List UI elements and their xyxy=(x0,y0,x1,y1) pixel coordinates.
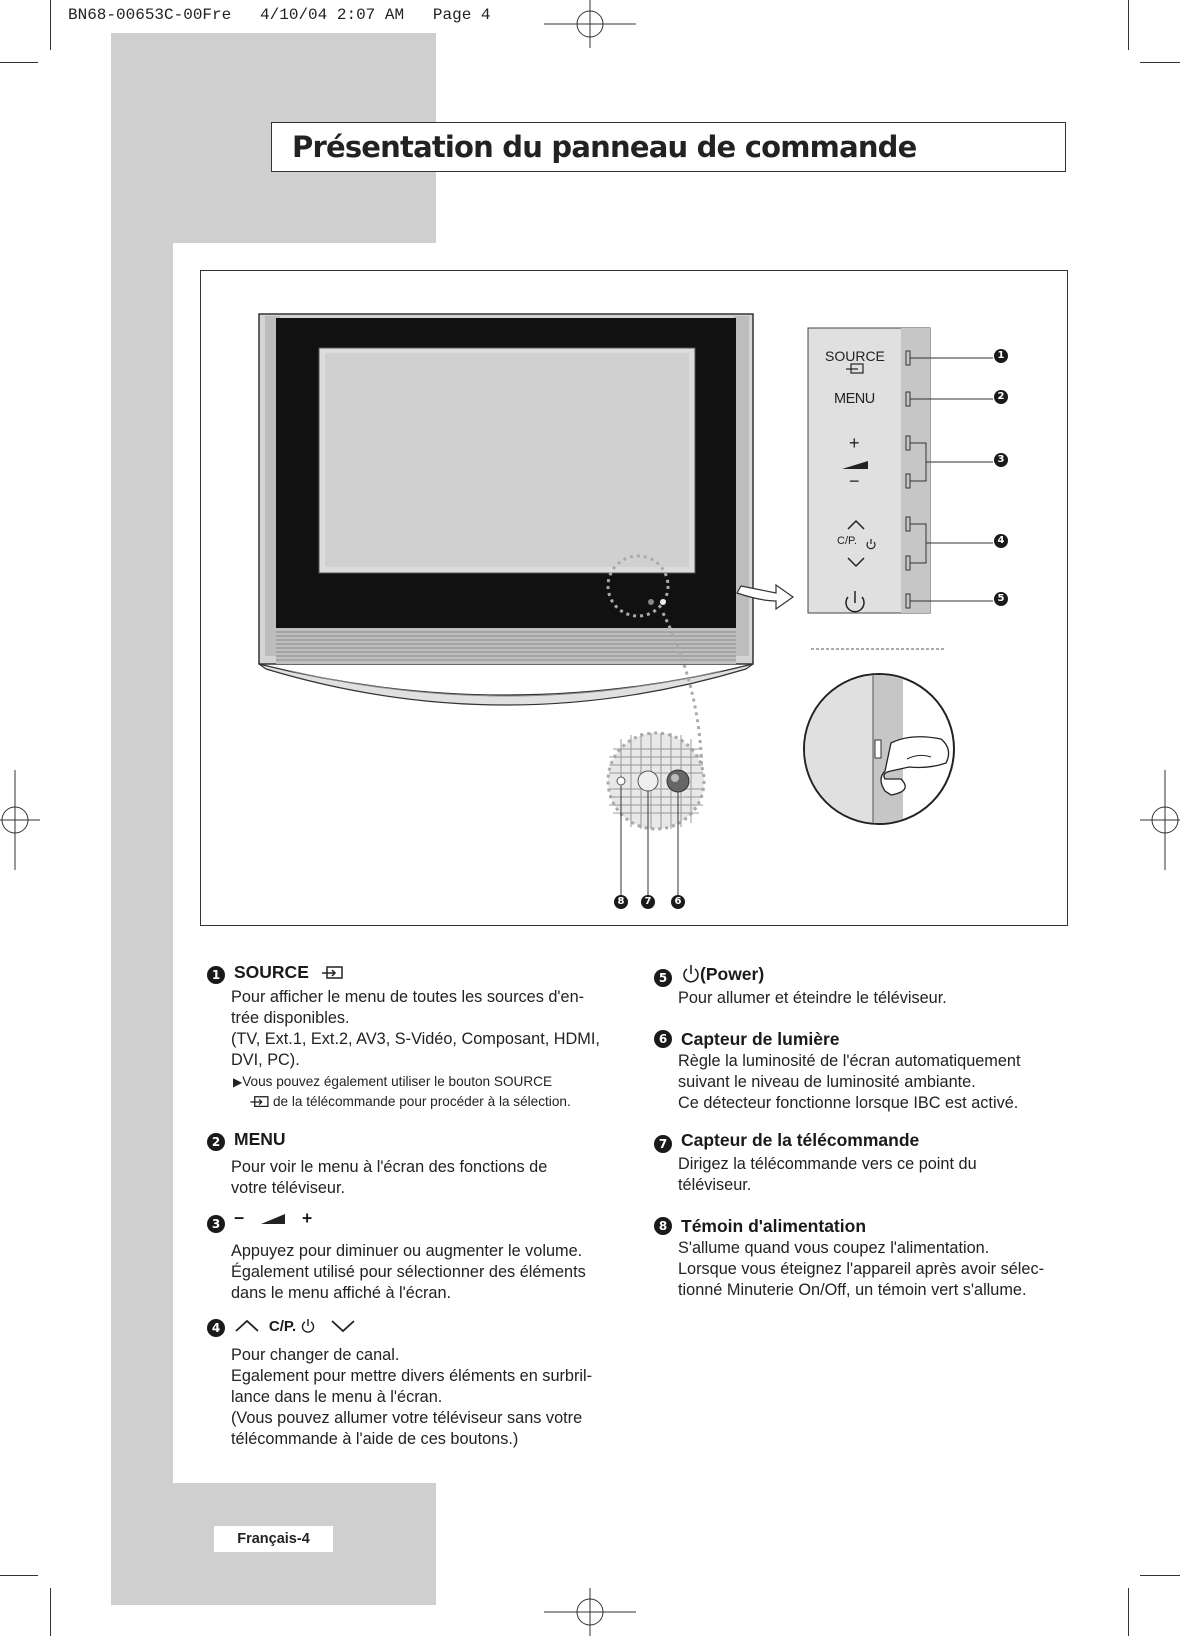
crop-mark xyxy=(1140,1575,1180,1576)
chevron-up-icon xyxy=(234,1319,260,1333)
panel-label-plus: + xyxy=(849,433,860,453)
item-title: − + xyxy=(234,1208,313,1228)
item-line: télécommande à l'aide de ces boutons.) xyxy=(231,1430,519,1448)
callout-3: 3 xyxy=(994,453,1008,467)
callout-1: 1 xyxy=(994,349,1008,363)
callout-6: 6 xyxy=(671,895,685,909)
item-line: votre téléviseur. xyxy=(231,1179,346,1197)
item-line: Pour afficher le menu de toutes les sources d'en- xyxy=(231,988,585,1006)
crop-mark xyxy=(1140,62,1180,63)
tv-illustration xyxy=(201,271,1067,925)
control-panel-diagram xyxy=(200,270,1068,926)
item-number: 4 xyxy=(207,1319,225,1337)
registration-mark-top xyxy=(544,0,636,48)
item-line: S'allume quand vous coupez l'alimentation. xyxy=(678,1239,990,1257)
item-number: 8 xyxy=(654,1217,672,1235)
crop-mark xyxy=(50,0,51,50)
print-page: Page 4 xyxy=(432,6,491,24)
item-title: Capteur de lumière xyxy=(681,1029,840,1049)
item-line: (TV, Ext.1, Ext.2, AV3, S-Vidéo, Composant, HDMI, xyxy=(231,1030,600,1048)
item-note: de la télécommande pour procéder à la sélection. xyxy=(250,1092,571,1112)
panel-label-menu: MENU xyxy=(834,391,875,407)
panel-label-source: SOURCE xyxy=(825,348,885,364)
print-job-id: BN68-00653C-00Fre xyxy=(68,6,232,24)
item-line: trée disponibles. xyxy=(231,1009,350,1027)
item-line: DVI, PC). xyxy=(231,1051,300,1069)
registration-mark-bottom xyxy=(544,1588,636,1636)
item-line: Pour changer de canal. xyxy=(231,1346,400,1364)
callout-2: 2 xyxy=(994,390,1008,404)
item-line: Règle la luminosité de l'écran automatiquement xyxy=(678,1052,1021,1070)
item-title: SOURCE xyxy=(234,962,344,983)
registration-mark-right xyxy=(1140,770,1180,870)
source-input-icon xyxy=(322,965,344,981)
power-icon xyxy=(301,1318,315,1334)
item-number: 1 xyxy=(207,966,225,984)
item-title: Témoin d'alimentation xyxy=(681,1216,867,1236)
chevron-down-icon xyxy=(330,1319,356,1333)
item-line: dans le menu affiché à l'écran. xyxy=(231,1284,452,1302)
volume-wedge-icon xyxy=(259,1212,287,1226)
gray-band-left xyxy=(111,243,173,1483)
item-line: Également utilisé pour sélectionner des éléments xyxy=(231,1263,586,1281)
callout-7: 7 xyxy=(641,895,655,909)
page-title: Présentation du panneau de commande xyxy=(292,130,917,164)
item-title: Capteur de la télécommande xyxy=(681,1130,920,1150)
item-line: suivant le niveau de luminosité ambiante. xyxy=(678,1073,976,1091)
print-date: 4/10/04 xyxy=(260,6,328,24)
page-footer: Français-4 xyxy=(214,1526,333,1552)
item-title: C/P. xyxy=(234,1315,356,1336)
item-line: (Vous pouvez allumer votre téléviseur sans votre xyxy=(231,1409,583,1427)
item-note: ▶Vous pouvez également utiliser le bouton SOURCE xyxy=(233,1074,553,1089)
item-line: Ce détecteur fonctionne lorsque IBC est activé. xyxy=(678,1094,1019,1112)
item-line: Pour allumer et éteindre le téléviseur. xyxy=(678,989,947,1007)
item-number: 3 xyxy=(207,1215,225,1233)
item-line: Dirigez la télécommande vers ce point du xyxy=(678,1155,977,1173)
callout-5: 5 xyxy=(994,592,1008,606)
crop-mark xyxy=(1128,1588,1129,1636)
item-number: 6 xyxy=(654,1030,672,1048)
item-number: 2 xyxy=(207,1133,225,1151)
crop-mark xyxy=(0,62,38,63)
item-line: Lorsque vous éteignez l'appareil après avoir sélec- xyxy=(678,1260,1045,1278)
crop-mark xyxy=(50,1588,51,1636)
print-header xyxy=(68,6,491,24)
registration-mark-left xyxy=(0,770,40,870)
print-time: 2:07 AM xyxy=(336,6,405,24)
item-line: tionné Minuterie On/Off, un témoin vert s'allume. xyxy=(678,1281,1027,1299)
item-line: téléviseur. xyxy=(678,1176,752,1194)
power-icon xyxy=(682,964,700,984)
item-line: Pour voir le menu à l'écran des fonctions de xyxy=(231,1158,548,1176)
callout-8: 8 xyxy=(614,895,628,909)
callout-4: 4 xyxy=(994,534,1008,548)
note-arrow-icon: ▶ xyxy=(233,1075,243,1089)
item-title: MENU xyxy=(234,1129,286,1149)
item-line: Egalement pour mettre divers éléments en surbril- xyxy=(231,1367,593,1385)
crop-mark xyxy=(1128,0,1129,50)
item-line: Appuyez pour diminuer ou augmenter le volume. xyxy=(231,1242,583,1260)
title-box xyxy=(271,122,1066,172)
item-number: 7 xyxy=(654,1135,672,1153)
source-input-icon xyxy=(250,1095,270,1109)
item-title: (Power) xyxy=(682,964,764,985)
item-number: 5 xyxy=(654,969,672,987)
panel-label-minus: − xyxy=(849,471,860,491)
panel-label-channel: C/P. xyxy=(837,535,857,547)
crop-mark xyxy=(0,1575,38,1576)
item-line: lance dans le menu à l'écran. xyxy=(231,1388,443,1406)
